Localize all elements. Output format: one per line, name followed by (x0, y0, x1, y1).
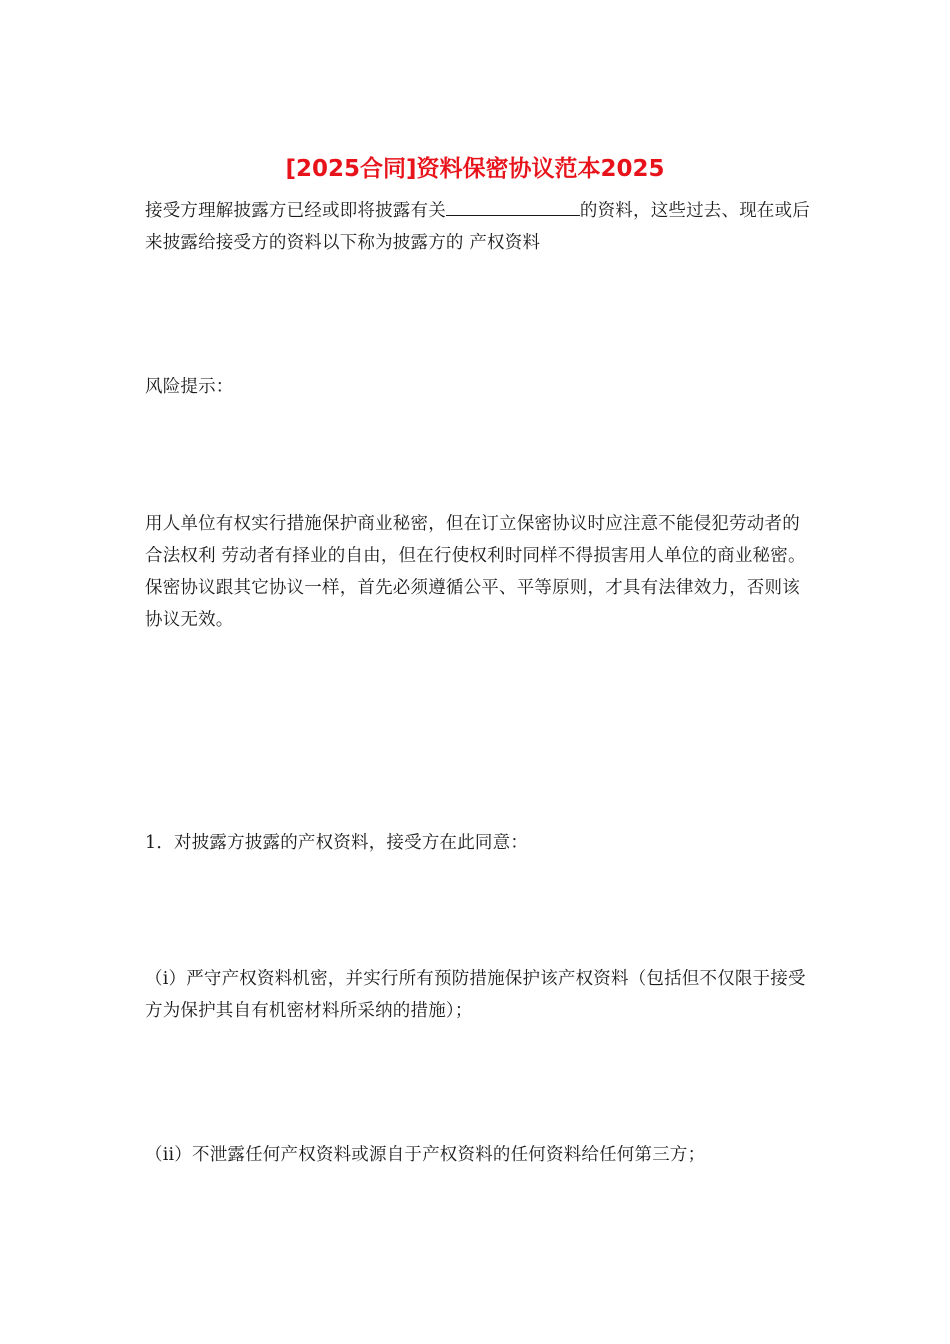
risk-notice-paragraph: 用人单位有权实行措施保护商业秘密，但在订立保密协议时应注意不能侵犯劳动者的合法权利 劳动者有择业的自由，但在行使权利时同样不得损害用人单位的商业秘密。保密协议跟其它协议一样，首先必须遵循公平、平等原则，才具有法律效力，否则该协议无效。 (145, 514, 806, 630)
intro-text-after-blank: 的资料，这些过去、现在或后来披露给接受方的资料以下称为披露方的 产权资料 (145, 201, 811, 253)
clause-1-item-ii: （ii）不泄露任何产权资料或源自于产权资料的任何资料给任何第三方； (145, 1145, 706, 1165)
fill-in-blank (446, 196, 580, 216)
intro-paragraph (145, 195, 810, 259)
clause-1-item-i: （i）严守产权资料机密，并实行所有预防措施保护该产权资料（包括但不仅限于接受方为保护其自有机密材料所采纳的措施）； (145, 969, 806, 1021)
clause-1-heading: 1．对披露方披露的产权资料，接受方在此同意： (145, 833, 529, 853)
document-title: [2025合同]资料保密协议范本2025 (285, 156, 665, 182)
intro-text-before-blank: 接受方理解披露方已经或即将披露有关 (145, 201, 446, 221)
risk-notice-label: 风险提示： (145, 377, 234, 397)
